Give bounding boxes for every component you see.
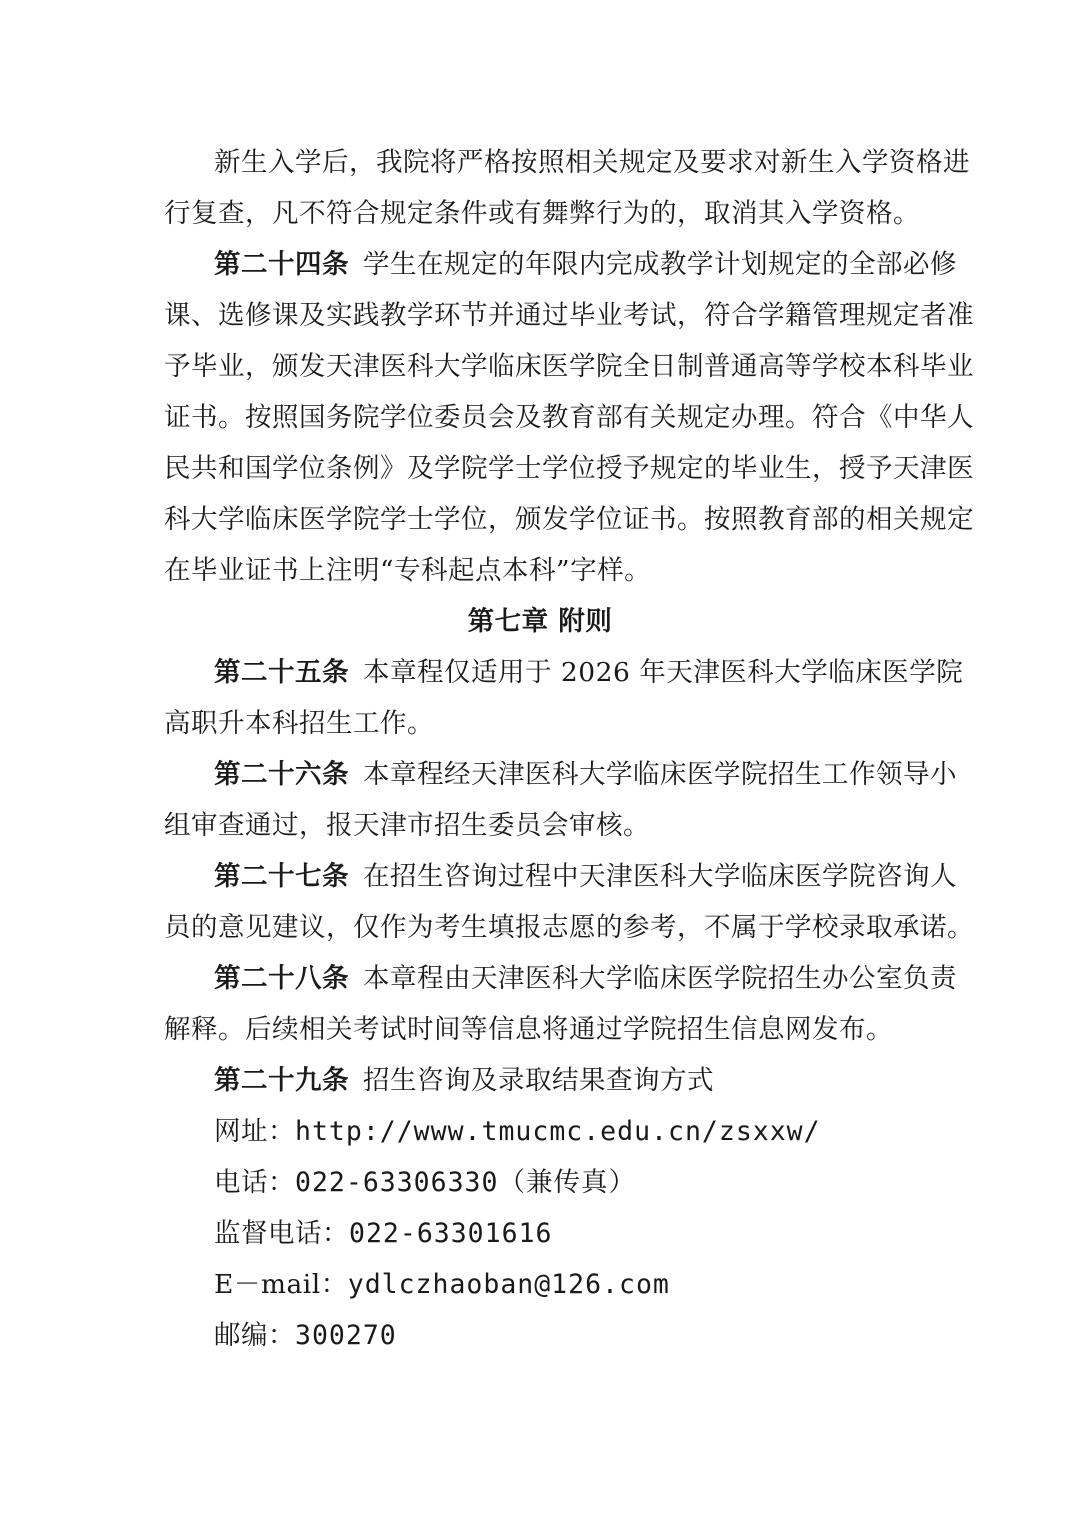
paragraph-line: 予毕业，颁发天津医科大学临床医学院全日制普通高等学校本科毕业 (164, 351, 974, 382)
article-title: 第二十九条 (214, 1065, 349, 1096)
zip-value: 300270 (295, 1320, 397, 1351)
article-text: 本章程仅适用于 2026 年天津医科大学临床医学院 (363, 657, 964, 688)
article-25-first-line (214, 647, 963, 699)
supervise-phone-label: 监督电话： (214, 1218, 349, 1249)
article-27-first-line (214, 851, 957, 903)
contact-supervise-phone (214, 1208, 552, 1260)
zip-label: 邮编： (214, 1320, 295, 1351)
phone-value: 022-63306330（兼传真） (295, 1167, 636, 1198)
article-text: 在招生咨询过程中天津医科大学临床医学院咨询人 (363, 861, 957, 892)
website-label: 网址： (214, 1116, 295, 1147)
paragraph-line: 员的意见建议，仅作为考生填报志愿的参考，不属于学校录取承诺。 (164, 912, 974, 943)
article-29-first-line (214, 1055, 714, 1107)
contact-zip (214, 1310, 397, 1362)
paragraph-line: 科大学临床医学院学士学位，颁发学位证书。按照教育部的相关规定 (164, 504, 974, 535)
article-26-first-line (214, 749, 957, 801)
paragraph-line: 高职升本科招生工作。 (164, 708, 434, 739)
paragraph-line: 民共和国学位条例》及学院学士学位授予规定的毕业生，授予天津医 (164, 453, 974, 484)
paragraph-line: 解释。后续相关考试时间等信息将通过学院招生信息网发布。 (164, 1014, 893, 1045)
website-link[interactable]: http://www.tmucmc.edu.cn/zsxxw/ (295, 1116, 821, 1147)
phone-label: 电话： (214, 1167, 295, 1198)
chapter-heading: 第七章 附则 (467, 606, 613, 637)
contact-email (214, 1259, 670, 1311)
contact-phone (214, 1157, 636, 1209)
paragraph-line: 行复查，凡不符合规定条件或有舞弊行为的，取消其入学资格。 (164, 198, 920, 229)
article-text: 本章程经天津医科大学临床医学院招生工作领导小 (363, 759, 957, 790)
paragraph-line: 证书。按照国务院学位委员会及教育部有关规定办理。符合《中华人 (164, 402, 974, 433)
article-28-first-line (214, 953, 957, 1005)
email-link[interactable]: ydlczhaoban@126.com (347, 1269, 670, 1300)
paragraph-line: 课、选修课及实践教学环节并通过毕业考试，符合学籍管理规定者准 (164, 300, 974, 331)
article-title: 第二十四条 (214, 249, 349, 280)
article-text: 招生咨询及录取结果查询方式 (363, 1065, 714, 1096)
paragraph-line: 新生入学后，我院将严格按照相关规定及要求对新生入学资格进 (214, 147, 970, 178)
article-title: 第二十六条 (214, 759, 349, 790)
email-label: E－mail： (214, 1269, 348, 1300)
supervise-phone-value: 022-63301616 (349, 1218, 553, 1249)
article-text: 本章程由天津医科大学临床医学院招生办公室负责 (363, 963, 957, 994)
contact-website (214, 1106, 821, 1158)
paragraph-line: 在毕业证书上注明“专科起点本科”字样。 (164, 555, 652, 586)
article-title: 第二十七条 (214, 861, 349, 892)
paragraph-line: 组审查通过，报天津市招生委员会审核。 (164, 810, 650, 841)
article-title: 第二十五条 (214, 657, 349, 688)
article-24-first-line (214, 239, 957, 291)
article-title: 第二十八条 (214, 963, 349, 994)
article-text: 学生在规定的年限内完成教学计划规定的全部必修 (363, 249, 957, 280)
